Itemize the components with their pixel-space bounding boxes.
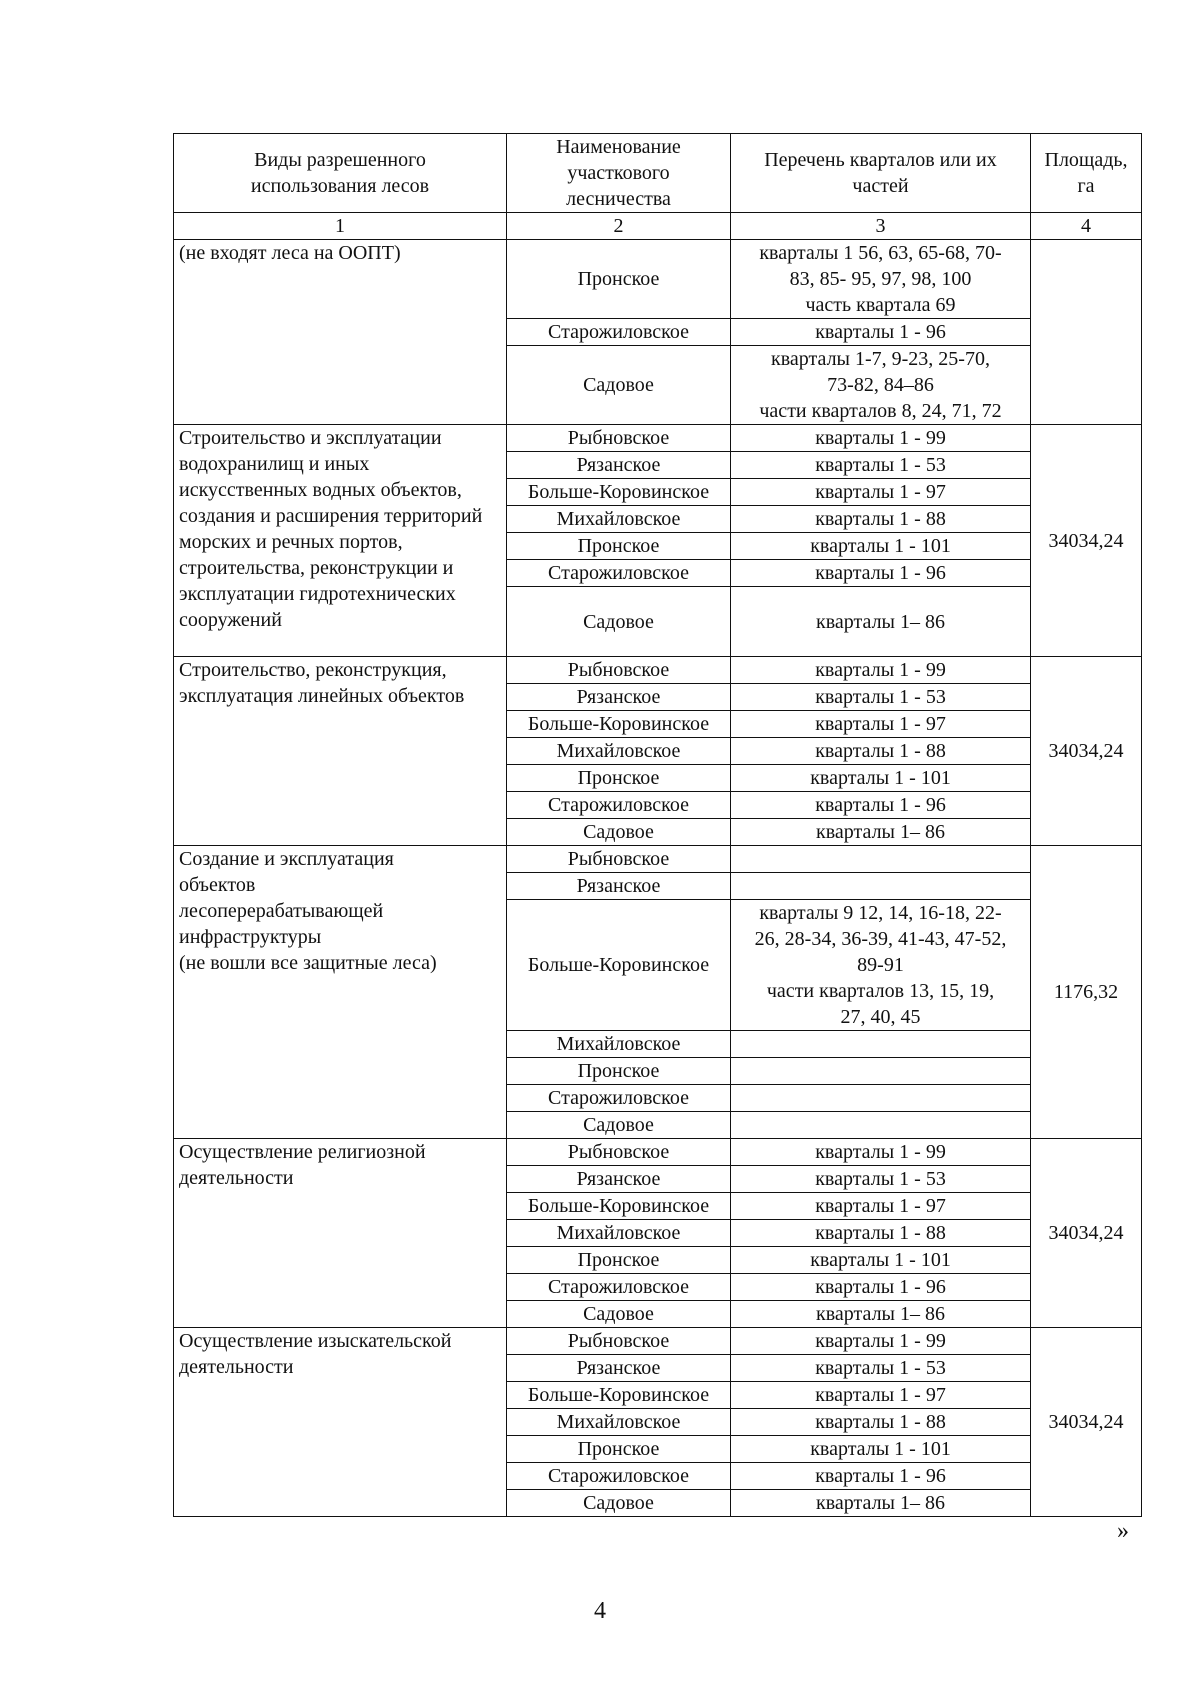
column-number: 1 xyxy=(174,213,507,240)
quarters-cell: кварталы 1 - 101 xyxy=(731,1436,1031,1463)
forest-use-table xyxy=(173,133,1142,1517)
quarters-cell: кварталы 9 12, 14, 16-18, 22- 26, 28-34, 36-39, 41-43, 47-52, 89-91 части кварталов 13, 15, 19, 27, 40, 45 xyxy=(731,900,1031,1031)
quarters-cell: кварталы 1 - 101 xyxy=(731,533,1031,560)
forestry-name-cell: Рыбновское xyxy=(507,1139,731,1166)
quarters-cell: кварталы 1– 86 xyxy=(731,819,1031,846)
forestry-name-cell: Михайловское xyxy=(507,1220,731,1247)
forestry-name-cell: Садовое xyxy=(507,1112,731,1139)
closing-quote: » xyxy=(1117,1518,1129,1544)
area-cell: 34034,24 xyxy=(1031,1139,1142,1328)
use-type-cell: Строительство, реконструкция, эксплуатация линейных объектов xyxy=(174,657,507,846)
use-type-cell: Осуществление изыскательской деятельности xyxy=(174,1328,507,1517)
quarters-cell: кварталы 1 - 99 xyxy=(731,657,1031,684)
forestry-name-cell: Рыбновское xyxy=(507,425,731,452)
quarters-cell xyxy=(731,1058,1031,1085)
area-cell: 34034,24 xyxy=(1031,1328,1142,1517)
forestry-name-cell: Садовое xyxy=(507,1490,731,1517)
forestry-name-cell: Пронское xyxy=(507,1436,731,1463)
quarters-cell: кварталы 1 - 99 xyxy=(731,1328,1031,1355)
forestry-name-cell: Садовое xyxy=(507,346,731,425)
forestry-name-cell: Больше-Коровинское xyxy=(507,479,731,506)
quarters-cell: кварталы 1 - 96 xyxy=(731,319,1031,346)
table-row xyxy=(174,846,1142,873)
forestry-name-cell: Садовое xyxy=(507,819,731,846)
forestry-name-cell: Садовое xyxy=(507,587,731,657)
quarters-cell: кварталы 1 56, 63, 65-68, 70- 83, 85- 95, 97, 98, 100 часть квартала 69 xyxy=(731,240,1031,319)
forestry-name-cell: Пронское xyxy=(507,765,731,792)
quarters-cell: кварталы 1 - 96 xyxy=(731,1463,1031,1490)
header-area: Площадь, га xyxy=(1031,134,1142,213)
quarters-cell xyxy=(731,1112,1031,1139)
forestry-name-cell: Рыбновское xyxy=(507,846,731,873)
quarters-cell: кварталы 1 - 53 xyxy=(731,1355,1031,1382)
quarters-cell xyxy=(731,1085,1031,1112)
forestry-name-cell: Садовое xyxy=(507,1301,731,1328)
forestry-name-cell: Больше-Коровинское xyxy=(507,711,731,738)
forestry-name-cell: Старожиловское xyxy=(507,1274,731,1301)
forestry-name-cell: Больше-Коровинское xyxy=(507,900,731,1031)
forestry-name-cell: Рязанское xyxy=(507,873,731,900)
table-row xyxy=(174,657,1142,684)
forestry-name-cell: Пронское xyxy=(507,1247,731,1274)
column-number: 3 xyxy=(731,213,1031,240)
forestry-name-cell: Михайловское xyxy=(507,738,731,765)
column-number: 4 xyxy=(1031,213,1142,240)
forestry-name-cell: Рязанское xyxy=(507,452,731,479)
quarters-cell: кварталы 1 - 53 xyxy=(731,452,1031,479)
quarters-cell: кварталы 1 - 53 xyxy=(731,1166,1031,1193)
forestry-name-cell: Рыбновское xyxy=(507,657,731,684)
table-row xyxy=(174,1328,1142,1355)
column-number: 2 xyxy=(507,213,731,240)
quarters-cell: кварталы 1 - 88 xyxy=(731,1409,1031,1436)
forestry-name-cell: Пронское xyxy=(507,240,731,319)
forestry-name-cell: Старожиловское xyxy=(507,560,731,587)
area-cell: 1176,32 xyxy=(1031,846,1142,1139)
forestry-name-cell: Пронское xyxy=(507,533,731,560)
quarters-cell xyxy=(731,873,1031,900)
quarters-cell: кварталы 1 - 99 xyxy=(731,1139,1031,1166)
quarters-cell xyxy=(731,1031,1031,1058)
table-row xyxy=(174,240,1142,319)
quarters-cell xyxy=(731,846,1031,873)
forestry-name-cell: Михайловское xyxy=(507,1031,731,1058)
forestry-name-cell: Старожиловское xyxy=(507,1085,731,1112)
quarters-cell: кварталы 1-7, 9-23, 25-70, 73-82, 84–86 части кварталов 8, 24, 71, 72 xyxy=(731,346,1031,425)
forestry-name-cell: Рыбновское xyxy=(507,1328,731,1355)
quarters-cell: кварталы 1 - 97 xyxy=(731,479,1031,506)
forestry-name-cell: Михайловское xyxy=(507,506,731,533)
page-number: 4 xyxy=(594,1598,606,1624)
forestry-name-cell: Больше-Коровинское xyxy=(507,1382,731,1409)
quarters-cell: кварталы 1 - 96 xyxy=(731,560,1031,587)
forestry-name-cell: Пронское xyxy=(507,1058,731,1085)
header-quarters-list: Перечень кварталов или их частей xyxy=(731,134,1031,213)
forestry-name-cell: Рязанское xyxy=(507,1166,731,1193)
quarters-cell: кварталы 1 - 97 xyxy=(731,711,1031,738)
table-row xyxy=(174,1139,1142,1166)
forestry-name-cell: Больше-Коровинское xyxy=(507,1193,731,1220)
quarters-cell: кварталы 1 - 101 xyxy=(731,765,1031,792)
forestry-name-cell: Старожиловское xyxy=(507,319,731,346)
use-type-cell: (не входят леса на ООПТ) xyxy=(174,240,507,425)
use-type-cell: Осуществление религиозной деятельности xyxy=(174,1139,507,1328)
table-header-row xyxy=(174,134,1142,213)
quarters-cell: кварталы 1 - 88 xyxy=(731,506,1031,533)
forestry-name-cell: Рязанское xyxy=(507,684,731,711)
quarters-cell: кварталы 1 - 53 xyxy=(731,684,1031,711)
quarters-cell: кварталы 1 - 88 xyxy=(731,1220,1031,1247)
quarters-cell: кварталы 1– 86 xyxy=(731,1301,1031,1328)
quarters-cell: кварталы 1 - 96 xyxy=(731,792,1031,819)
area-cell: 34034,24 xyxy=(1031,657,1142,846)
use-type-cell: Строительство и эксплуатации водохранилищ и иных искусственных водных объектов, создания и расширения территорий морских и речных портов, строительства, реконструкции и эксплуатации гидротехнических сооружений xyxy=(174,425,507,657)
quarters-cell: кварталы 1 - 99 xyxy=(731,425,1031,452)
quarters-cell: кварталы 1– 86 xyxy=(731,587,1031,657)
table-row xyxy=(174,425,1142,452)
quarters-cell: кварталы 1 - 88 xyxy=(731,738,1031,765)
area-cell xyxy=(1031,240,1142,425)
quarters-cell: кварталы 1 - 101 xyxy=(731,1247,1031,1274)
area-cell: 34034,24 xyxy=(1031,425,1142,657)
forestry-name-cell: Старожиловское xyxy=(507,792,731,819)
use-type-cell: Создание и эксплуатация объектов лесоперерабатывающей инфраструктуры (не вошли все защитные леса) xyxy=(174,846,507,1139)
forestry-name-cell: Старожиловское xyxy=(507,1463,731,1490)
header-use-type: Виды разрешенного использования лесов xyxy=(174,134,507,213)
forestry-name-cell: Рязанское xyxy=(507,1355,731,1382)
column-number-row xyxy=(174,213,1142,240)
forestry-name-cell: Михайловское xyxy=(507,1409,731,1436)
quarters-cell: кварталы 1– 86 xyxy=(731,1490,1031,1517)
header-forestry-name: Наименование участкового лесничества xyxy=(507,134,731,213)
quarters-cell: кварталы 1 - 96 xyxy=(731,1274,1031,1301)
quarters-cell: кварталы 1 - 97 xyxy=(731,1382,1031,1409)
quarters-cell: кварталы 1 - 97 xyxy=(731,1193,1031,1220)
